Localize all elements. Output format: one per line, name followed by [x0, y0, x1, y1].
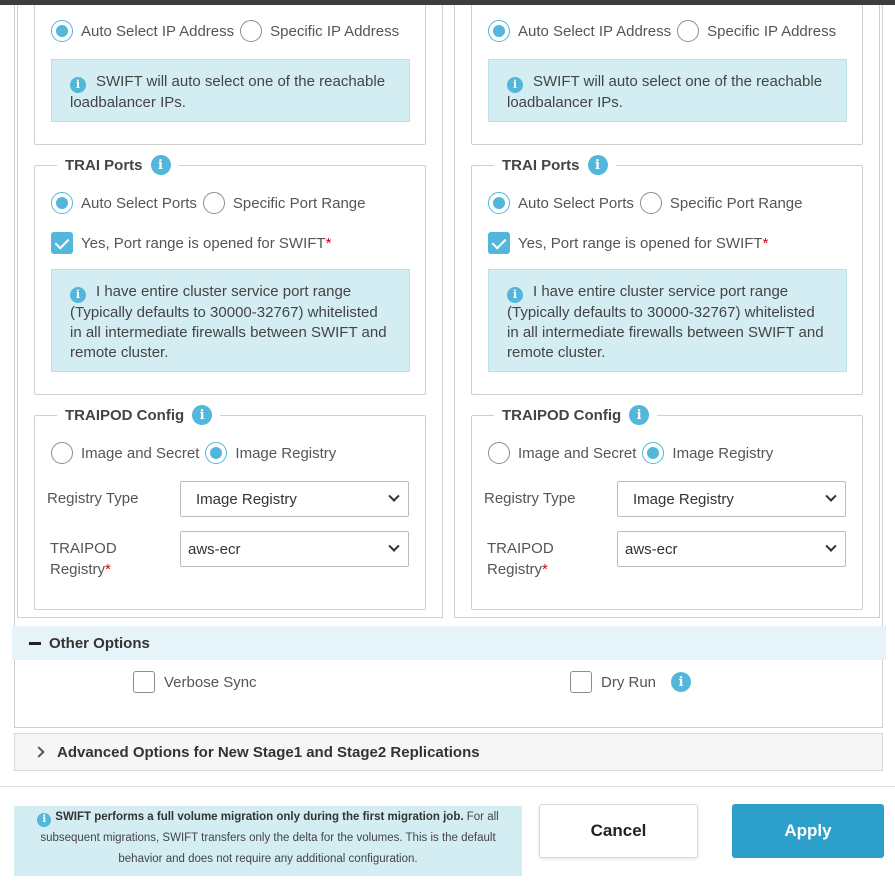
left-ports-fieldset [34, 156, 426, 395]
info-icon: i [37, 813, 51, 827]
left-ports-info-box [51, 269, 410, 372]
chevron-down-icon [388, 541, 399, 552]
right-ip-auto-label: Auto Select IP Address [518, 22, 672, 40]
verbose-sync-checkbox[interactable] [133, 671, 155, 693]
info-icon[interactable]: i [588, 155, 608, 175]
left-ip-auto-radio[interactable] [51, 20, 73, 42]
left-ip-fieldset [34, 5, 426, 145]
migration-note-text: For all subsequent migrations, SWIFT transfers only the delta for the volumes. This is the default behavior and does not require any additional configuration. [40, 811, 499, 865]
right-ports-specific-label: Specific Port Range [669, 194, 803, 212]
right-traipod-image-registry-label: Image Registry [672, 444, 774, 462]
right-ports-info-text: I have entire cluster service port range (Typically defaults to 30000-32767) whitelisted in all intermediate firewalls between SWIFT and remote cluster. [507, 283, 824, 361]
right-ports-auto-label: Auto Select Ports [518, 194, 634, 212]
left-ip-info-box [51, 59, 410, 122]
right-traipod-registry-label-text: TRAIPOD Registry [487, 540, 554, 578]
left-ports-auto-label: Auto Select Ports [81, 194, 197, 212]
right-ip-specific-radio[interactable] [677, 20, 699, 42]
right-ports-confirm-label: Yes, Port range is opened for SWIFT [518, 234, 763, 252]
info-icon: i [70, 287, 86, 303]
right-ports-info-box [488, 269, 847, 372]
verbose-sync-option [133, 671, 257, 693]
required-asterisk: * [542, 561, 548, 578]
right-traipod-image-secret-label: Image and Secret [518, 444, 637, 462]
left-traipod-image-secret-label: Image and Secret [81, 444, 200, 462]
migration-note [14, 806, 522, 876]
left-ports-specific-radio[interactable] [203, 192, 225, 214]
right-traipod-registry-label [484, 531, 617, 580]
chevron-right-icon [33, 746, 44, 757]
right-traipod-radio-group [488, 442, 779, 464]
left-ports-specific-label: Specific Port Range [232, 194, 366, 212]
info-icon: i [70, 77, 86, 93]
verbose-sync-label: Verbose Sync [164, 673, 257, 691]
required-asterisk: * [762, 234, 769, 252]
cancel-button[interactable]: Cancel [539, 804, 698, 858]
info-icon[interactable]: i [192, 405, 212, 425]
right-ip-auto-radio[interactable] [488, 20, 510, 42]
info-icon[interactable]: i [629, 405, 649, 425]
right-ports-specific-radio[interactable] [640, 192, 662, 214]
minus-icon [29, 642, 41, 645]
container-right-border [882, 5, 883, 727]
other-options-title: Other Options [49, 634, 150, 652]
left-ip-info-text: SWIFT will auto select one of the reachable loadbalancer IPs. [70, 73, 386, 111]
chevron-down-icon [388, 491, 399, 502]
right-traipod-title: TRAIPOD Config [502, 406, 622, 424]
right-ip-radio-group [488, 20, 842, 42]
left-registry-type-row [47, 481, 409, 517]
right-ports-title: TRAI Ports [502, 156, 580, 174]
right-ports-confirm-checkbox[interactable] [488, 232, 510, 254]
left-ip-radio-group [51, 20, 405, 42]
required-asterisk: * [325, 234, 332, 252]
chevron-down-icon [825, 491, 836, 502]
other-options-header[interactable] [12, 626, 886, 660]
footer-divider [0, 786, 895, 787]
left-registry-type-select[interactable] [180, 481, 409, 517]
right-ip-info-box [488, 59, 847, 122]
right-ports-confirm-row [488, 232, 768, 254]
left-traipod-title: TRAIPOD Config [65, 406, 185, 424]
right-traipod-registry-value: aws-ecr [625, 540, 678, 558]
info-icon[interactable]: i [671, 672, 691, 692]
left-traipod-registry-label-text: TRAIPOD Registry [50, 540, 117, 578]
right-registry-type-row [484, 481, 846, 517]
left-traipod-image-registry-radio[interactable] [205, 442, 227, 464]
left-traipod-radio-group [51, 442, 342, 464]
chevron-down-icon [825, 541, 836, 552]
left-traipod-fieldset [34, 406, 426, 610]
right-ip-fieldset [471, 5, 863, 145]
dry-run-checkbox[interactable] [570, 671, 592, 693]
apply-button[interactable]: Apply [732, 804, 884, 858]
right-registry-type-select[interactable] [617, 481, 846, 517]
left-traipod-image-secret-radio[interactable] [51, 442, 73, 464]
section-divider [14, 727, 883, 728]
info-icon: i [507, 77, 523, 93]
left-ports-legend [57, 152, 179, 178]
left-ports-title: TRAI Ports [65, 156, 143, 174]
right-traipod-registry-select[interactable] [617, 531, 846, 567]
right-traipod-legend [494, 402, 657, 428]
left-registry-type-label: Registry Type [47, 490, 139, 507]
left-ip-specific-radio[interactable] [240, 20, 262, 42]
right-ip-info-text: SWIFT will auto select one of the reachable loadbalancer IPs. [507, 73, 823, 111]
left-ports-confirm-label: Yes, Port range is opened for SWIFT [81, 234, 326, 252]
right-registry-type-value: Image Registry [633, 490, 734, 508]
right-traipod-image-registry-radio[interactable] [642, 442, 664, 464]
left-traipod-registry-select[interactable] [180, 531, 409, 567]
advanced-options-header[interactable] [14, 733, 883, 771]
right-registry-type-label: Registry Type [484, 490, 576, 507]
left-registry-type-value: Image Registry [196, 490, 297, 508]
right-ports-fieldset [471, 156, 863, 395]
advanced-options-title: Advanced Options for New Stage1 and Stage2 Replications [57, 743, 480, 761]
left-ports-confirm-checkbox[interactable] [51, 232, 73, 254]
right-traipod-image-secret-radio[interactable] [488, 442, 510, 464]
right-ports-auto-radio[interactable] [488, 192, 510, 214]
left-ports-auto-radio[interactable] [51, 192, 73, 214]
dry-run-option [570, 671, 691, 693]
left-ports-radio-group [51, 192, 371, 214]
left-ip-specific-label: Specific IP Address [270, 22, 400, 40]
info-icon[interactable]: i [151, 155, 171, 175]
migration-note-bold: SWIFT performs a full volume migration only during the first migration job. [55, 811, 464, 823]
container-left-border [14, 5, 15, 727]
right-traipod-registry-row [484, 531, 846, 580]
left-traipod-registry-value: aws-ecr [188, 540, 241, 558]
left-ports-confirm-row [51, 232, 331, 254]
left-traipod-registry-row [47, 531, 409, 580]
left-traipod-registry-label [47, 531, 180, 580]
left-ip-auto-label: Auto Select IP Address [81, 22, 235, 40]
left-ports-info-text: I have entire cluster service port range (Typically defaults to 30000-32767) whitelisted in all intermediate firewalls between SWIFT and remote cluster. [70, 283, 387, 361]
left-traipod-image-registry-label: Image Registry [235, 444, 337, 462]
right-ports-legend [494, 152, 616, 178]
required-asterisk: * [105, 561, 111, 578]
right-ip-specific-label: Specific IP Address [707, 22, 837, 40]
dry-run-label: Dry Run [601, 673, 657, 691]
right-ports-radio-group [488, 192, 808, 214]
info-icon: i [507, 287, 523, 303]
right-traipod-fieldset [471, 406, 863, 610]
left-traipod-legend [57, 402, 220, 428]
